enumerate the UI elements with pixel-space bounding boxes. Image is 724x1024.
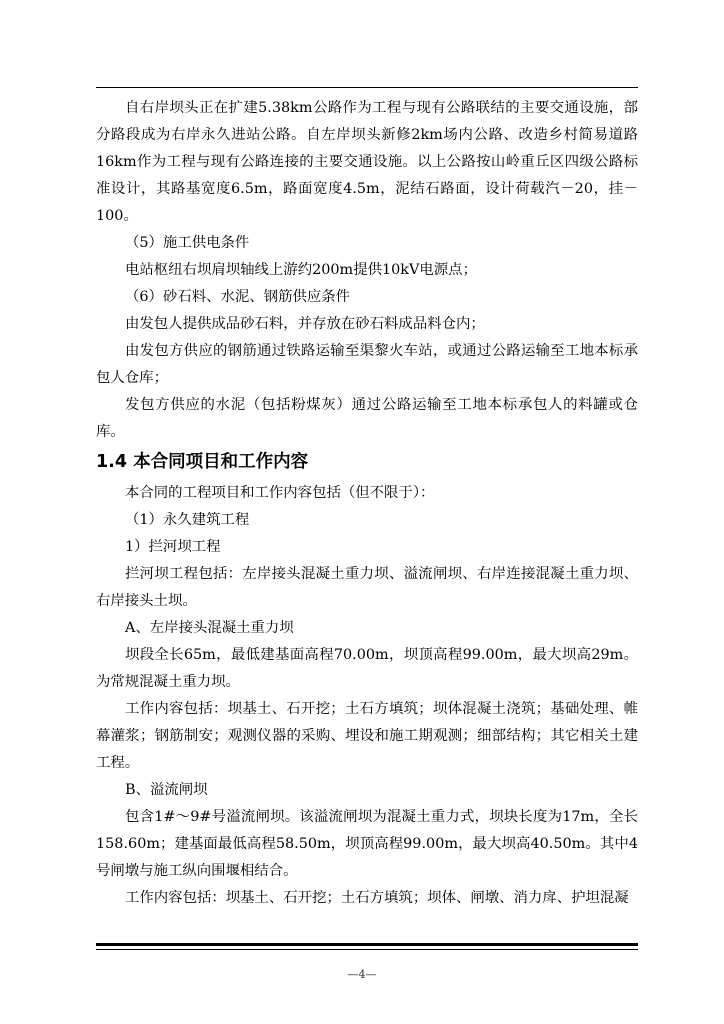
paragraph-road-access: 自右岸坝头正在扩建5.38km公路作为工程与现有公路联结的主要交通设施，部分路段成为右岸永久进站公路。自左岸坝头新修2km场内公路、改造乡村简易道路16km作为工程与现有公路连接的主要交通设施。以上公路按山岭重丘区四级公路标准设计，其路基宽度6.5m，路面宽度4.5m，泥结石路面，设计荷载汽－20，挂－100。: [96, 100, 638, 224]
paragraph-aggregate: 由发包人提供成品砂石料，并存放在砂石料成品料仓内；: [125, 316, 485, 332]
footer-rule-thick: [96, 943, 638, 946]
paragraph-dam-works: 1）拦河坝工程: [125, 539, 221, 555]
paragraph-cement: 发包方供应的水泥（包括粉煤灰）通过公路运输至工地本标承包人的料罐或仓库。: [96, 397, 638, 440]
paragraph-left-dam-work-content: 工作内容包括：坝基土、石开挖；土石方填筑；坝体混凝土浇筑；基础处理、帷幕灌浆；钢筋制安；观测仪器的采购、埋设和施工期观测；细部结构；其它相关土建工程。: [96, 701, 638, 771]
paragraph-power-supply: 电站枢纽右坝肩坝轴线上游约200m提供10kV电源点；: [125, 262, 477, 278]
header-rule: [96, 87, 638, 88]
paragraph-steel: 由发包方供应的钢筋通过铁路运输至渠黎火车站，或通过公路运输至工地本标承包人仓库；: [96, 343, 638, 386]
paragraph-materials-heading: （6）砂石料、水泥、钢筋供应条件: [125, 289, 351, 305]
paragraph-scope-intro: 本合同的工程项目和工作内容包括（但不限于）：: [125, 485, 435, 501]
section-heading: 1.4 本合同项目和工作内容: [96, 452, 309, 472]
paragraph-dam-components: 拦河坝工程包括：左岸接头混凝土重力坝、溢流闸坝、右岸连接混凝土重力坝、右岸接头土坝。: [96, 566, 638, 609]
paragraph-left-gravity-dam-heading: A、左岸接头混凝土重力坝: [125, 620, 294, 636]
footer-rule-thin: [96, 949, 638, 950]
document-body: [96, 95, 638, 912]
paragraph-spillway-work-content: 工作内容包括：坝基土、石开挖；土石方填筑；坝体、闸墩、消力戽、护坦混凝: [125, 890, 629, 906]
paragraph-power-supply-heading: （5）施工供电条件: [125, 235, 250, 251]
paragraph-spillway: 包含1#～9#号溢流闸坝。该溢流闸坝为混凝土重力式，坝块长度为17m，全长158.60m；建基面最低高程58.50m，坝顶高程99.00m，最大坝高40.50m。其中4号闸墩与施工纵向围堰相结合。: [96, 809, 638, 879]
paragraph-left-gravity-dam: 坝段全长65m，最低建基面高程70.00m，坝顶高程99.00m，最大坝高29m。为常规混凝土重力坝。: [96, 647, 638, 690]
page-number: —4—: [347, 968, 377, 981]
paragraph-spillway-heading: B、溢流闸坝: [125, 782, 208, 798]
paragraph-permanent-works: （1）永久建筑工程: [125, 512, 250, 528]
